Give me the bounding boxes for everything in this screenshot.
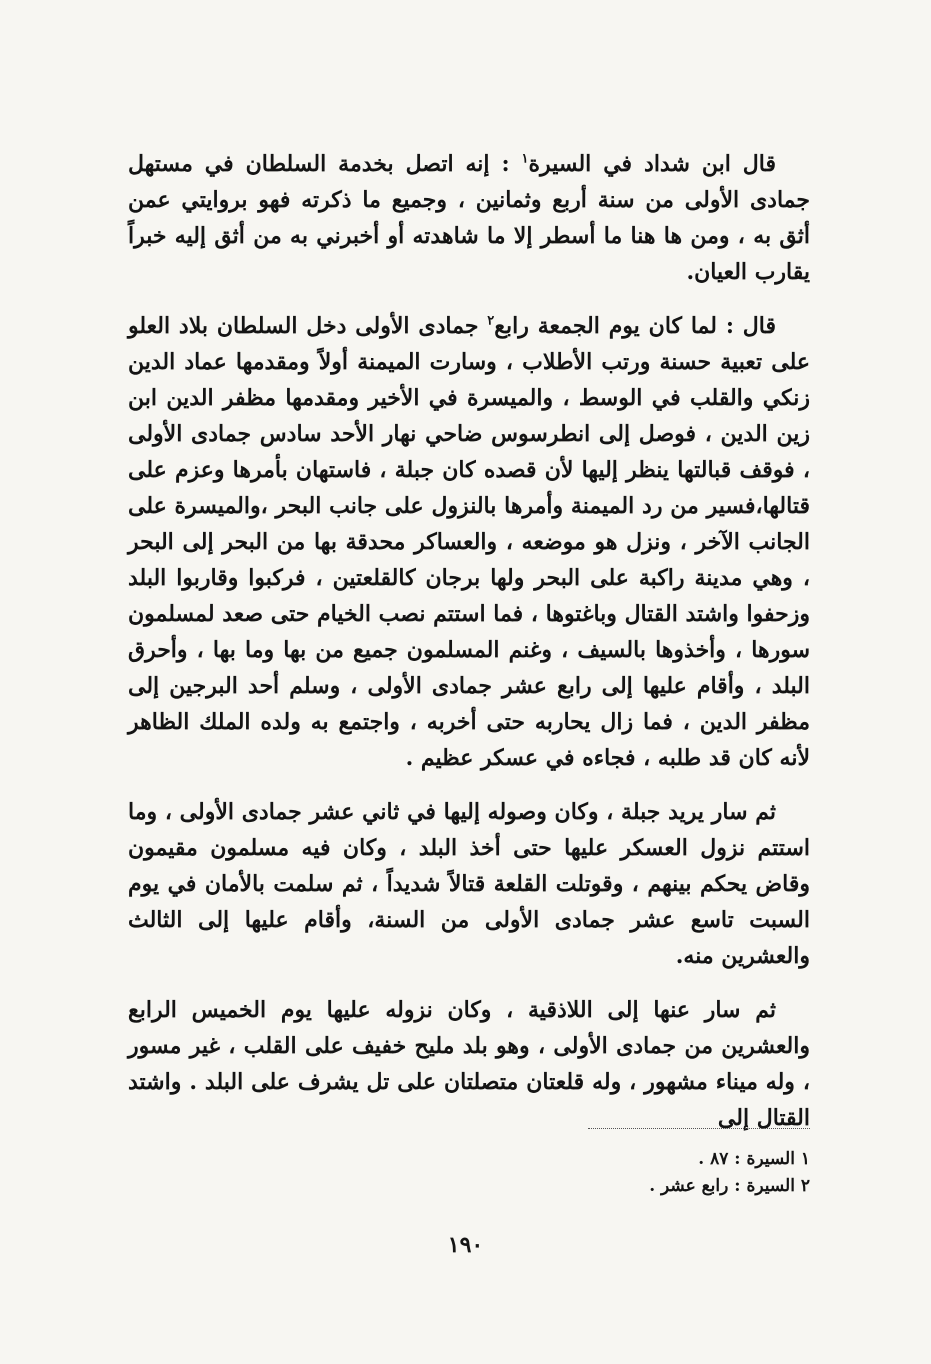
footnote-2: ٢ السيرة : رابع عشر . [649, 1176, 810, 1196]
paragraph-3-text: ثم سار يريد جبلة ، وكان وصوله إليها في ثاني عشر جمادى الأولى ، وما استتم نزول العسكر عليها حتى أخذ البلد ، وكان فيه مسلمون مقيمون وقاض يحكم بينهم ، وقوتلت القلعة قتالاً شديداً ، ثم سلمت بالأمان في يوم السبت تاسع عشر جمادى الأولى من السنة، وأقام عليها إلى الثالث والعشرين منه. [128, 799, 810, 969]
page-number: ١٩٠ [447, 1232, 484, 1258]
paragraph-1-text-a: قال ابن شداد في السيرة [528, 151, 776, 177]
footnote-divider [588, 1128, 810, 1129]
paragraph-1 [128, 146, 810, 290]
paragraph-2-text-b: جمادى الأولى دخل السلطان بلاد العلو على تعبية حسنة ورتب الأطلاب ، وسارت الميمنة أولاً ومقدمها عماد الدين زنكي والقلب في الوسط ، والميسرة في الأخير ومقدمها مظفر الدين ابن زين الدين ، فوصل إلى انطرسوس ضاحي نهار الأحد سادس جمادى الأولى ، فوقف قبالتها ينظر إليها لأن قصده كان جبلة ، فاستهان بأمرها وعزم على قتالها،فسير من رد الميمنة وأمرها بالنزول على جانب البحر ،والميسرة على الجانب الآخر ، ونزل هو موضعه ، والعساكر محدقة بها من البحر إلى البحر ، وهي مدينة راكبة على البحر ولها برجان كالقلعتين ، فركبوا وقاربوا البلد وزحفوا واشتد القتال وباغتوها ، فما استتم نصب الخيام حتى صعد لمسلمون سورها ، وأخذوها بالسيف ، وغنم المسلمون جميع من بها وما بها ، وأحرق البلد ، وأقام عليها إلى رابع عشر جمادى الأولى ، وسلم أحد البرجين إلى مظفر الدين ، فما زال يحاربه حتى أخربه ، واجتمع به ولده الملك الظاهر لأنه كان قد طلبه ، فجاءه في عسكر عظيم . [128, 313, 810, 771]
paragraph-2 [128, 308, 810, 776]
footnote-1: ١ السيرة : ٨٧ . [698, 1149, 810, 1169]
footnotes [510, 1146, 810, 1200]
paragraph-4 [128, 992, 810, 1136]
footnote-ref-1: ١ [521, 151, 529, 167]
paragraph-2-text-a: قال : لما كان يوم الجمعة رابع [494, 313, 776, 339]
paragraph-3 [128, 794, 810, 974]
footnote-ref-2: ٢ [487, 313, 495, 329]
paragraph-4-text: ثم سار عنها إلى اللاذقية ، وكان نزوله عليها يوم الخميس الرابع والعشرين من جمادى الأولى ، وهو بلد مليح خفيف على القلب ، غير مسور ، وله ميناء مشهور ، وله قلعتان متصلتان على تل يشرف على البلد . واشتد القتال إلى [128, 997, 810, 1131]
paragraph-1-text-b: : إنه اتصل بخدمة السلطان في مستهل جمادى الأولى من سنة أربع وثمانين ، وجميع ما ذكرته فهو بروايتي عمن أثق به ، ومن ها هنا ما أسطر إلا ما شاهدته أو أخبرني به من أثق إليه خبراً يقارب العيان. [128, 151, 810, 285]
main-text [128, 146, 810, 1154]
